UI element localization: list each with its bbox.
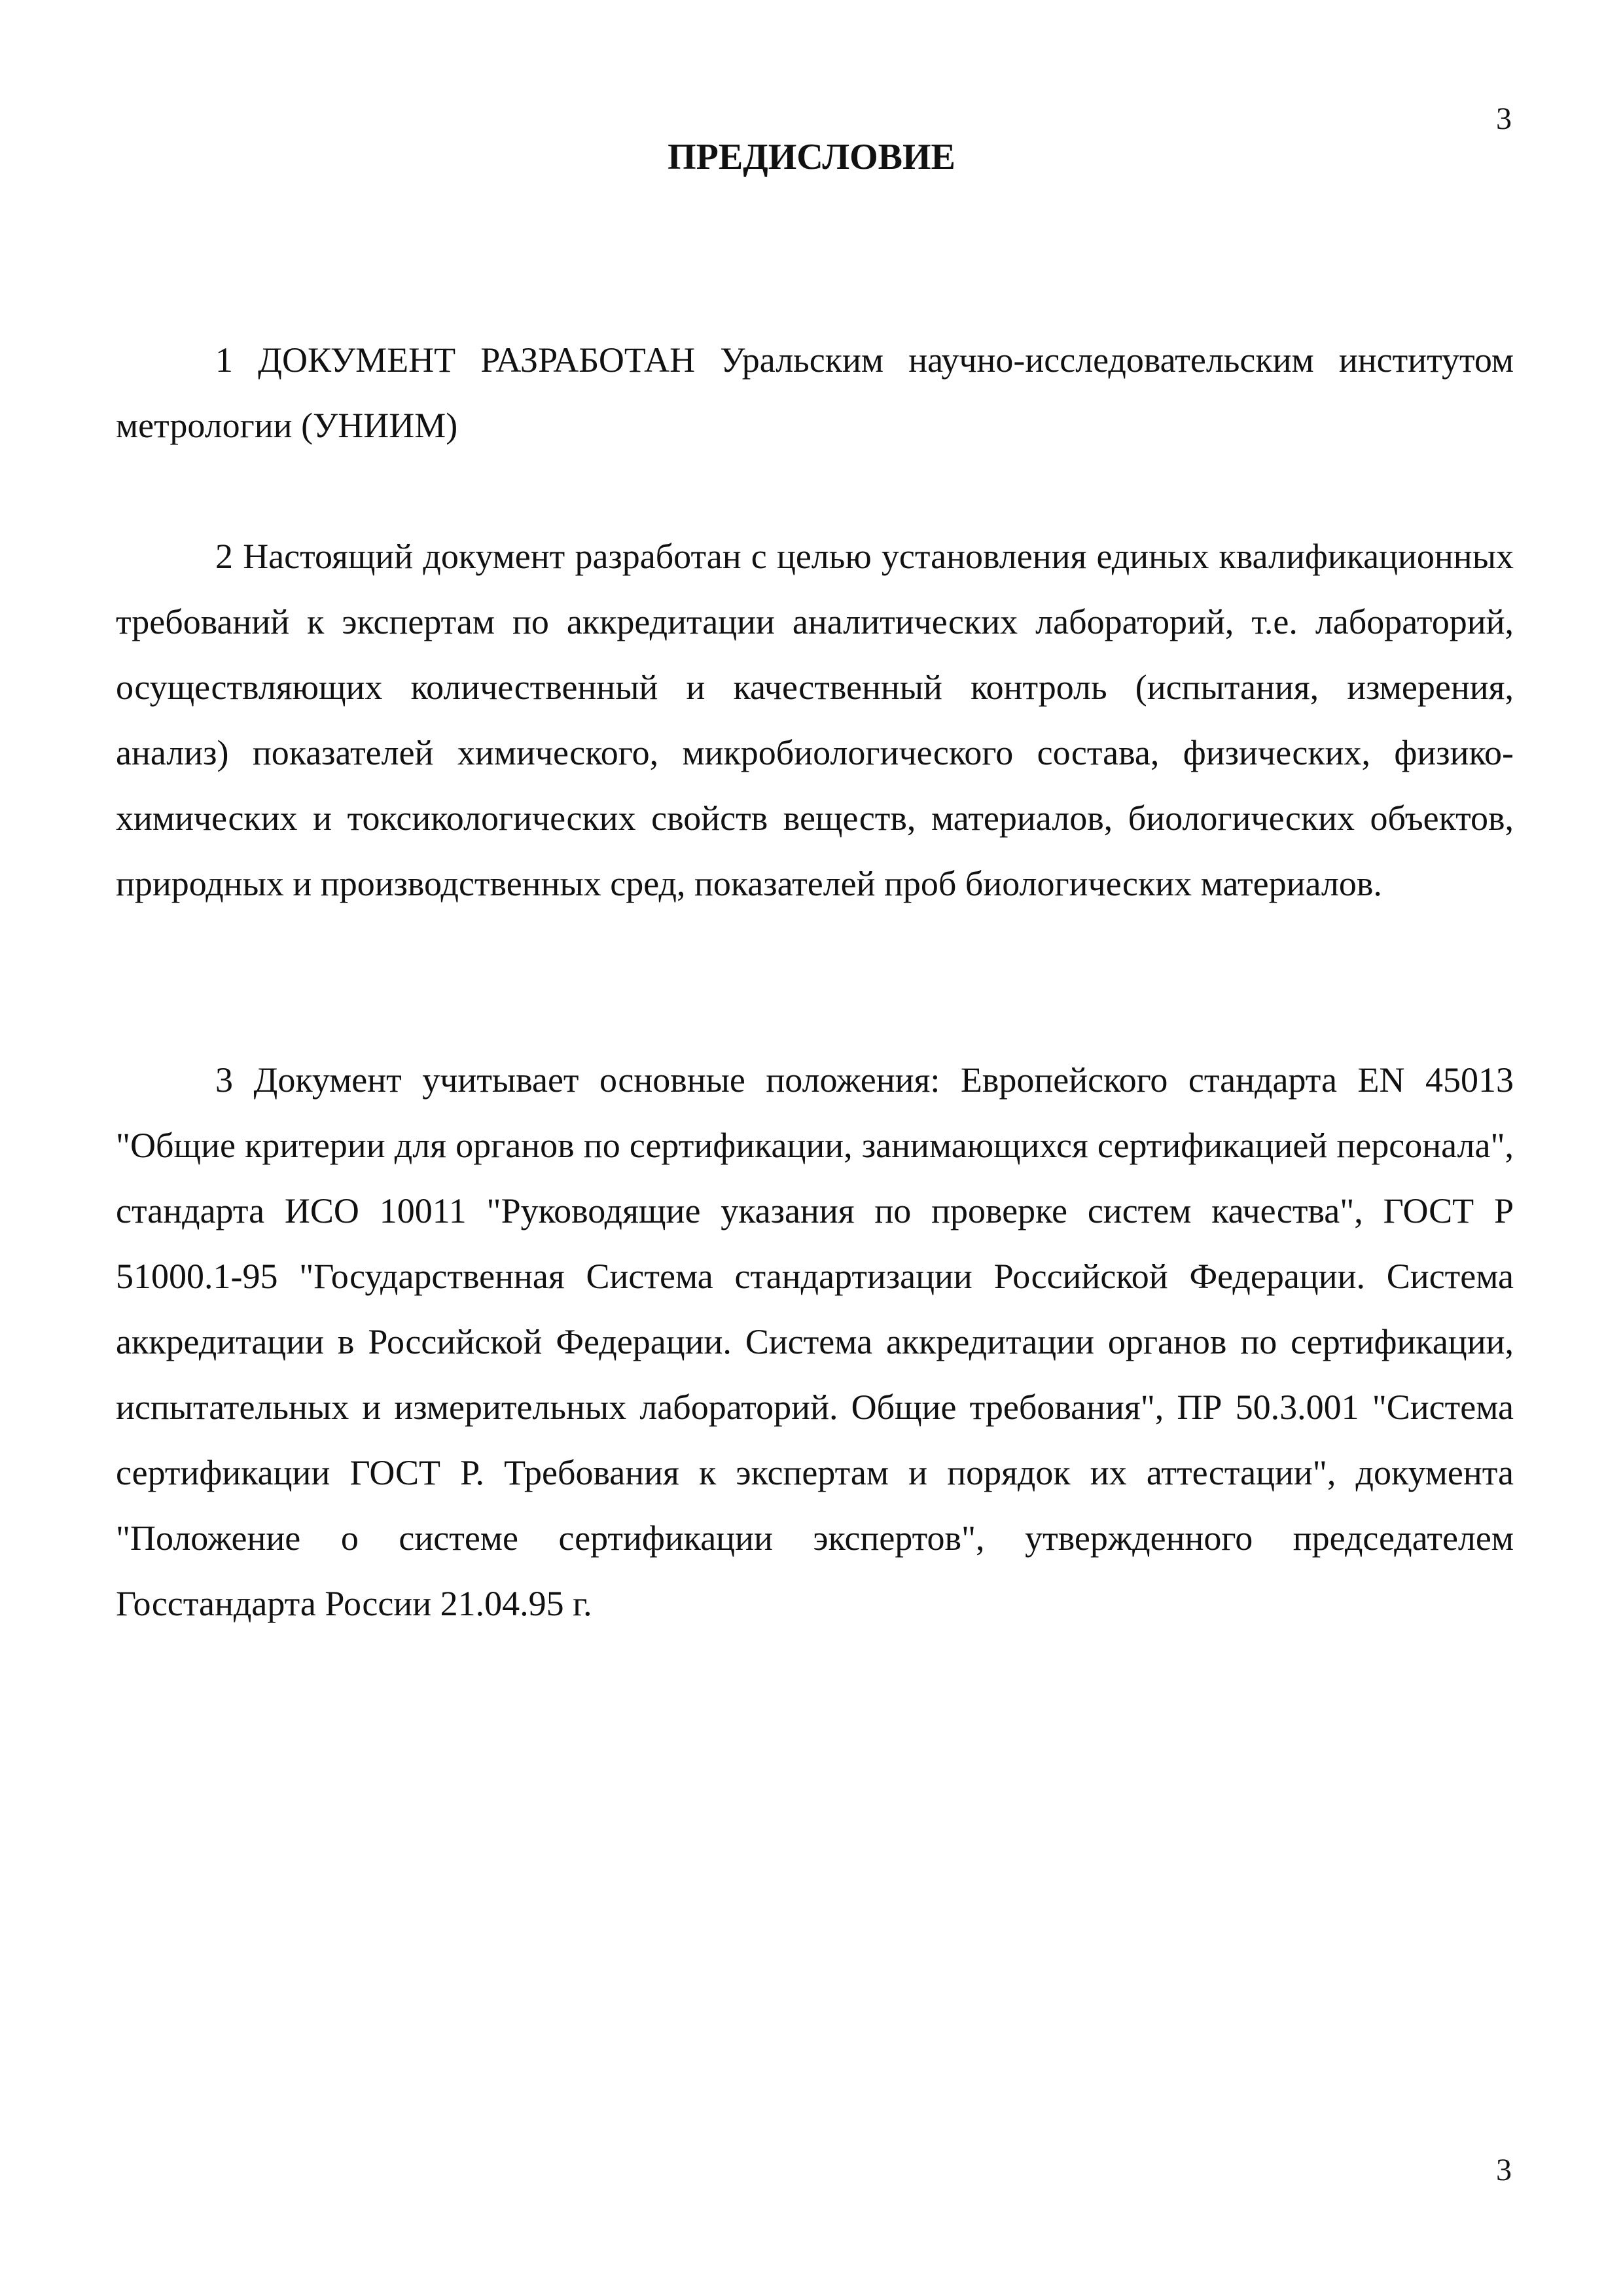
page-number-top: 3 <box>1496 101 1512 136</box>
paragraph-text: 1 ДОКУМЕНТ РАЗРАБОТАН Уральским научно-исследовательским институтом метрологии (УНИИМ) <box>116 340 1514 445</box>
paragraph-2 <box>116 524 1514 916</box>
paragraph-text: 3 Документ учитывает основные положения: Европейского стандарта EN 45013 "Общие критерии для органов по сертификации, занимающихся сертификацией персонала", стандарта ИСО 10011 "Руководящие указания по проверке систем качества", ГОСТ Р 51000.1-95 "Государственная Система стандартизации Российской Федерации. Система аккредитации в Российской Федерации. Система аккредитации органов по сертификации, испытательных и измерительных лабораторий. Общие требования", ПР 50.3.001 "Система сертификации ГОСТ Р. Требования к экспертам и порядок их аттестации", документа "Положение о системе сертификации экспертов", утвержденного председателем Госстандарта России 21.04.95 г. <box>116 1060 1514 1623</box>
paragraph-1 <box>116 327 1514 458</box>
page-title: ПРЕДИСЛОВИЕ <box>668 137 955 177</box>
paragraph-text: 2 Настоящий документ разработан с целью установления единых квалификационных требований к экспертам по аккредитации аналитических лабораторий, т.е. лабораторий, осуществляющих количественный и качественный контроль (испытания, измерения, анализ) показателей химического, микробиологического состава, физических, физико-химических и токсикологических свойств веществ, материалов, биологических объектов, природных и производственных сред, показателей проб биологических материалов. <box>116 537 1514 903</box>
paragraph-3 <box>116 1047 1514 1636</box>
page-number-bottom: 3 <box>1496 2153 1512 2187</box>
